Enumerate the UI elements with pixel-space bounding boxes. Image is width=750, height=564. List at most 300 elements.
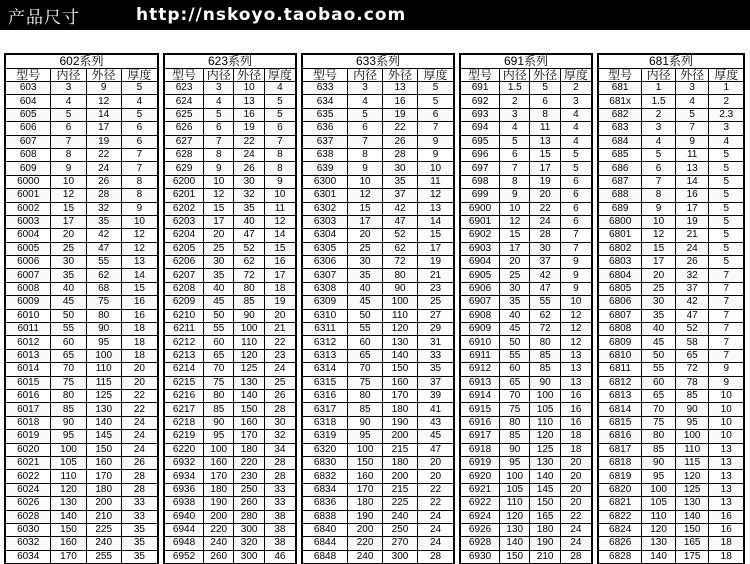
table-cell: 6813 — [598, 389, 642, 402]
table-cell: 95 — [348, 430, 383, 443]
table-cell: 20 — [121, 376, 158, 389]
table-cell: 14 — [121, 269, 158, 282]
table-row — [164, 282, 296, 295]
table-cell: 6312 — [302, 336, 348, 349]
table-cell: 6811 — [598, 363, 642, 376]
table-cell: 683 — [598, 122, 642, 135]
table-cell: 16 — [121, 296, 158, 309]
table-cell: 4 — [560, 108, 592, 121]
table-cell: 9 — [121, 202, 158, 215]
table-row — [302, 389, 454, 402]
table-cell: 21 — [675, 229, 709, 242]
table-cell: 13 — [675, 162, 709, 175]
table-cell: 170 — [383, 389, 418, 402]
table-cell: 26 — [121, 456, 158, 469]
table-cell: 13 — [560, 349, 592, 362]
table-cell: 30 — [264, 416, 296, 429]
table-cell: 40 — [500, 309, 530, 322]
table-cell: 33 — [264, 483, 296, 496]
table-cell: 110 — [383, 309, 418, 322]
table-cell: 3 — [675, 82, 709, 95]
table-cell: 16 — [234, 108, 264, 121]
table-cell: 140 — [51, 510, 86, 523]
table-row — [598, 550, 744, 563]
table-row — [164, 363, 296, 376]
table-row — [460, 82, 592, 95]
table-cell: 20 — [560, 497, 592, 510]
table-cell: 6011 — [5, 323, 51, 336]
table-cell: 5 — [530, 82, 560, 95]
table-row — [164, 443, 296, 456]
table-cell: 6952 — [164, 550, 204, 563]
table-cell: 4 — [675, 95, 709, 108]
table-cell: 20 — [560, 470, 592, 483]
table-cell: 6924 — [460, 510, 500, 523]
table-cell: 25 — [204, 242, 234, 255]
table-row — [598, 336, 744, 349]
table-row — [460, 443, 592, 456]
table-cell: 6016 — [5, 389, 51, 402]
table-cell: 609 — [5, 162, 51, 175]
table-cell: 255 — [86, 550, 121, 563]
table-cell: 9 — [560, 269, 592, 282]
table-cell: 637 — [302, 135, 348, 148]
table-row — [598, 363, 744, 376]
table-cell: 24 — [121, 416, 158, 429]
table-cell: 8 — [121, 189, 158, 202]
table-cell: 627 — [164, 135, 204, 148]
table-cell: 62 — [530, 309, 560, 322]
table-cell: 250 — [383, 523, 418, 536]
table-cell: 115 — [675, 456, 709, 469]
table-cell: 20 — [51, 229, 86, 242]
table-cell: 170 — [51, 550, 86, 563]
table-cell: 90 — [642, 456, 676, 469]
table-cell: 6 — [500, 148, 530, 161]
table-cell: 85 — [500, 430, 530, 443]
column-header: 外径 — [383, 69, 418, 82]
table-cell: 10 — [709, 389, 744, 402]
table-cell: 6911 — [460, 349, 500, 362]
table-cell: 13 — [709, 470, 744, 483]
table-row — [598, 215, 744, 228]
table-cell: 6214 — [164, 363, 204, 376]
table-cell: 75 — [86, 296, 121, 309]
table-cell: 16 — [675, 189, 709, 202]
table-cell: 17 — [348, 215, 383, 228]
table-cell: 120 — [642, 523, 676, 536]
table-cell: 6 — [204, 122, 234, 135]
table-cell: 7 — [709, 323, 744, 336]
table-cell: 7 — [560, 229, 592, 242]
table-cell: 110 — [51, 470, 86, 483]
table-cell: 52 — [234, 242, 264, 255]
table-cell: 4 — [348, 95, 383, 108]
table-row — [460, 497, 592, 510]
table-cell: 6015 — [5, 376, 51, 389]
table-cell: 25 — [51, 242, 86, 255]
table-cell: 6017 — [5, 403, 51, 416]
table-cell: 9 — [204, 162, 234, 175]
table-cell: 180 — [86, 483, 121, 496]
table-row — [460, 510, 592, 523]
table-cell: 1.5 — [500, 82, 530, 95]
table-row — [302, 135, 454, 148]
table-cell: 90 — [204, 416, 234, 429]
table-cell: 10 — [264, 189, 296, 202]
table-cell: 300 — [383, 550, 418, 563]
table-cell: 35 — [204, 269, 234, 282]
table-cell: 6220 — [164, 443, 204, 456]
table-cell: 130 — [500, 523, 530, 536]
table-row — [598, 523, 744, 536]
table-cell: 19 — [234, 122, 264, 135]
table-cell: 24 — [234, 148, 264, 161]
table-cell: 32 — [86, 202, 121, 215]
table-cell: 65 — [204, 349, 234, 362]
table-cell: 23 — [418, 282, 455, 295]
table-cell: 6902 — [460, 229, 500, 242]
table-cell: 17 — [500, 242, 530, 255]
table-row — [164, 336, 296, 349]
column-header: 型号 — [5, 69, 51, 82]
table-row — [598, 376, 744, 389]
table-cell: 100 — [642, 483, 676, 496]
table-cell: 6318 — [302, 416, 348, 429]
table-header-row — [302, 69, 454, 82]
table-cell: 6906 — [460, 282, 500, 295]
table-cell: 6809 — [598, 336, 642, 349]
table-cell: 150 — [51, 523, 86, 536]
table-cell: 17 — [530, 162, 560, 175]
table-cell: 6 — [121, 135, 158, 148]
table-cell: 4 — [121, 95, 158, 108]
table-row — [164, 470, 296, 483]
table-cell: 150 — [530, 497, 560, 510]
table-cell: 20 — [642, 269, 676, 282]
table-cell: 32 — [675, 269, 709, 282]
table-cell: 12 — [500, 215, 530, 228]
table-cell: 200 — [86, 497, 121, 510]
table-row — [598, 403, 744, 416]
table-row — [460, 229, 592, 242]
table-cell: 6009 — [5, 296, 51, 309]
table-row — [302, 82, 454, 95]
table-cell: 40 — [51, 282, 86, 295]
table-cell: 5 — [709, 162, 744, 175]
table-cell: 50 — [642, 349, 676, 362]
table-cell: 6932 — [164, 456, 204, 469]
table-cell: 16 — [709, 510, 744, 523]
table-row — [164, 403, 296, 416]
table-cell: 3 — [709, 122, 744, 135]
table-cell: 180 — [348, 497, 383, 510]
table-cell: 40 — [348, 282, 383, 295]
table-cell: 45 — [204, 296, 234, 309]
table-row — [460, 523, 592, 536]
table-cell: 80 — [642, 430, 676, 443]
table-cell: 6806 — [598, 296, 642, 309]
table-cell: 38 — [264, 510, 296, 523]
table-cell: 47 — [418, 443, 455, 456]
table-cell: 6914 — [460, 389, 500, 402]
table-cell: 10 — [709, 430, 744, 443]
table-cell: 210 — [530, 550, 560, 563]
table-cell: 6315 — [302, 376, 348, 389]
table-cell: 24 — [560, 523, 592, 536]
table-cell: 45 — [348, 296, 383, 309]
table-cell: 110 — [500, 497, 530, 510]
table-row — [302, 215, 454, 228]
table-cell: 699 — [460, 189, 500, 202]
table-cell: 6311 — [302, 323, 348, 336]
table-row — [164, 202, 296, 215]
table-cell: 26 — [264, 389, 296, 402]
table-row — [598, 296, 744, 309]
table-row — [460, 95, 592, 108]
table-cell: 7 — [121, 148, 158, 161]
table-cell: 7 — [709, 296, 744, 309]
table-cell: 18 — [121, 323, 158, 336]
table-cell: 8 — [500, 175, 530, 188]
table-row — [302, 470, 454, 483]
table-cell: 160 — [348, 470, 383, 483]
table-cell: 47 — [383, 215, 418, 228]
table-cell: 18 — [560, 443, 592, 456]
table-cell: 210 — [86, 510, 121, 523]
table-cell: 5 — [709, 148, 744, 161]
table-row — [5, 323, 158, 336]
series-title: 623系列 — [164, 54, 296, 69]
table-cell: 11 — [530, 122, 560, 135]
table-cell: 9 — [675, 135, 709, 148]
table-row — [5, 523, 158, 536]
table-cell: 695 — [460, 135, 500, 148]
table-row — [302, 363, 454, 376]
table-cell: 6209 — [164, 296, 204, 309]
table-row — [598, 443, 744, 456]
table-cell: 35 — [234, 202, 264, 215]
table-cell: 42 — [675, 296, 709, 309]
table-cell: 20 — [418, 470, 455, 483]
table-cell: 60 — [642, 376, 676, 389]
table-cell: 6008 — [5, 282, 51, 295]
table-cell: 6915 — [460, 403, 500, 416]
column-header: 厚度 — [264, 69, 296, 82]
table-cell: 9 — [348, 162, 383, 175]
table-cell: 13 — [383, 82, 418, 95]
table-cell: 6001 — [5, 189, 51, 202]
table-row — [5, 510, 158, 523]
series-title: 602系列 — [5, 54, 158, 69]
table-cell: 30 — [500, 282, 530, 295]
table-row — [5, 215, 158, 228]
table-cell: 687 — [598, 175, 642, 188]
table-cell: 3 — [51, 82, 86, 95]
table-cell: 6300 — [302, 175, 348, 188]
table-cell: 5 — [204, 108, 234, 121]
size-table — [597, 53, 745, 564]
table-cell: 7 — [709, 282, 744, 295]
table-row — [302, 309, 454, 322]
table-cell: 46 — [264, 550, 296, 563]
table-cell: 28 — [121, 483, 158, 496]
table-cell: 230 — [234, 470, 264, 483]
table-cell: 6801 — [598, 229, 642, 242]
table-cell: 60 — [348, 336, 383, 349]
table-cell: 225 — [86, 523, 121, 536]
table-cell: 19 — [383, 108, 418, 121]
table-cell: 25 — [500, 269, 530, 282]
table-cell: 75 — [500, 403, 530, 416]
table-cell: 10 — [709, 403, 744, 416]
table-cell: 20 — [560, 456, 592, 469]
table-row — [5, 229, 158, 242]
table-cell: 65 — [51, 349, 86, 362]
table-row — [5, 470, 158, 483]
table-cell: 604 — [5, 95, 51, 108]
table-cell: 6928 — [460, 537, 500, 550]
table-cell: 4 — [204, 95, 234, 108]
table-row — [302, 269, 454, 282]
table-cell: 160 — [383, 376, 418, 389]
table-cell: 6818 — [598, 456, 642, 469]
table-cell: 6821 — [598, 497, 642, 510]
table-cell: 43 — [418, 416, 455, 429]
table-cell: 15 — [121, 282, 158, 295]
table-cell: 688 — [598, 189, 642, 202]
table-cell: 24 — [418, 510, 455, 523]
table-cell: 18 — [264, 282, 296, 295]
table-cell: 3 — [348, 82, 383, 95]
table-row — [5, 256, 158, 269]
table-cell: 28 — [383, 148, 418, 161]
table-row — [5, 376, 158, 389]
table-cell: 130 — [642, 537, 676, 550]
table-row — [164, 269, 296, 282]
table-row — [302, 202, 454, 215]
table-cell: 7 — [418, 122, 455, 135]
table-cell: 10 — [560, 296, 592, 309]
table-cell: 6940 — [164, 510, 204, 523]
table-cell: 100 — [348, 443, 383, 456]
table-row — [302, 537, 454, 550]
table-cell: 60 — [500, 363, 530, 376]
table-cell: 220 — [348, 537, 383, 550]
table-cell: 110 — [234, 336, 264, 349]
table-cell: 13 — [560, 363, 592, 376]
table-cell: 19 — [530, 175, 560, 188]
table-row — [5, 162, 158, 175]
table-cell: 6219 — [164, 430, 204, 443]
table-cell: 6812 — [598, 376, 642, 389]
table-cell: 6909 — [460, 323, 500, 336]
column-header: 内径 — [500, 69, 530, 82]
table-cell: 170 — [234, 430, 264, 443]
column-header: 内径 — [51, 69, 86, 82]
table-cell: 15 — [204, 202, 234, 215]
table-cell: 6815 — [598, 416, 642, 429]
table-cell: 4 — [500, 122, 530, 135]
table-row — [598, 95, 744, 108]
table-cell: 47 — [675, 309, 709, 322]
table-cell: 200 — [348, 523, 383, 536]
table-cell: 18 — [560, 430, 592, 443]
table-cell: 6000 — [5, 175, 51, 188]
table-cell: 100 — [383, 296, 418, 309]
table-cell: 72 — [383, 256, 418, 269]
table-cell: 6921 — [460, 483, 500, 496]
column-header: 型号 — [460, 69, 500, 82]
table-cell: 5 — [709, 202, 744, 215]
table-cell: 140 — [234, 389, 264, 402]
table-cell: 130 — [675, 497, 709, 510]
table-cell: 17 — [86, 122, 121, 135]
table-cell: 5 — [348, 108, 383, 121]
table-row — [164, 242, 296, 255]
table-cell: 5 — [560, 148, 592, 161]
table-cell: 626 — [164, 122, 204, 135]
table-cell: 125 — [675, 483, 709, 496]
table-cell: 170 — [204, 470, 234, 483]
table-cell: 170 — [348, 483, 383, 496]
table-row — [598, 189, 744, 202]
table-row — [460, 483, 592, 496]
table-cell: 6004 — [5, 229, 51, 242]
table-cell: 6904 — [460, 256, 500, 269]
table-cell: 27 — [418, 309, 455, 322]
table-row — [460, 135, 592, 148]
column-header: 厚度 — [560, 69, 592, 82]
table-cell: 691 — [460, 82, 500, 95]
table-cell: 2 — [642, 108, 676, 121]
table-cell: 7 — [204, 135, 234, 148]
table-cell: 5 — [264, 95, 296, 108]
table-cell: 47 — [86, 242, 121, 255]
table-cell: 5 — [709, 215, 744, 228]
table-cell: 18 — [709, 550, 744, 563]
table-cell: 682 — [598, 108, 642, 121]
table-cell: 635 — [302, 108, 348, 121]
table-row — [460, 550, 592, 563]
table-cell: 100 — [530, 389, 560, 402]
table-cell: 6013 — [5, 349, 51, 362]
table-cell: 45 — [51, 296, 86, 309]
table-row — [598, 202, 744, 215]
table-cell: 2.3 — [709, 108, 744, 121]
table-cell: 6201 — [164, 189, 204, 202]
table-cell: 6820 — [598, 483, 642, 496]
table-cell: 80 — [348, 389, 383, 402]
table-row — [598, 175, 744, 188]
table-row — [302, 175, 454, 188]
table-cell: 6817 — [598, 443, 642, 456]
table-cell: 160 — [204, 456, 234, 469]
table-cell: 6003 — [5, 215, 51, 228]
table-row — [302, 416, 454, 429]
table-row — [598, 537, 744, 550]
table-cell: 160 — [51, 537, 86, 550]
table-cell: 629 — [164, 162, 204, 175]
table-cell: 6303 — [302, 215, 348, 228]
table-row — [302, 497, 454, 510]
table-row — [302, 483, 454, 496]
table-cell: 200 — [383, 470, 418, 483]
table-row — [302, 162, 454, 175]
size-table — [163, 53, 297, 564]
table-cell: 697 — [460, 162, 500, 175]
table-cell: 24 — [121, 443, 158, 456]
